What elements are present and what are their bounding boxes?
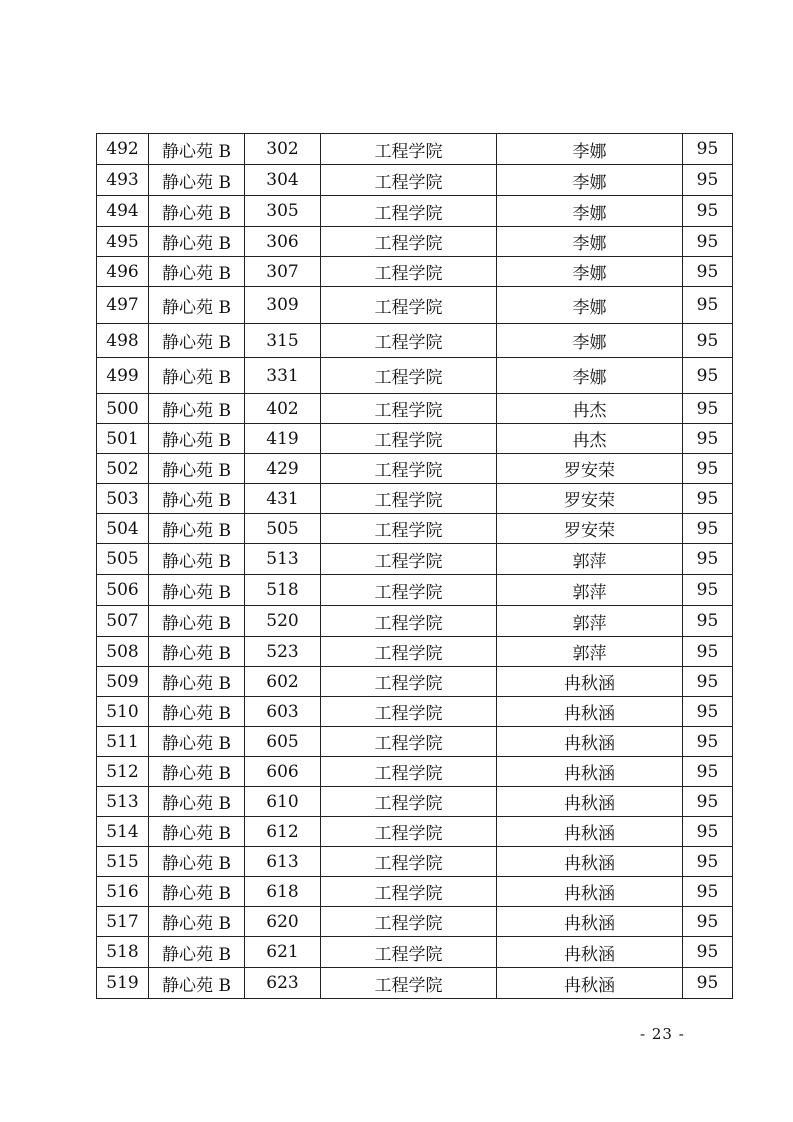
score-cell: 95 (683, 227, 733, 257)
table-row (97, 544, 733, 575)
table-row (97, 454, 733, 484)
college-cell: 工程学院 (321, 667, 497, 697)
college-cell: 工程学院 (321, 606, 497, 637)
building-cell: 静心苑 B (149, 697, 245, 727)
room-number-cell: 419 (245, 424, 321, 454)
table-row (97, 134, 733, 165)
row-number-cell: 511 (97, 727, 149, 757)
row-number-cell: 516 (97, 877, 149, 907)
row-number-cell: 493 (97, 165, 149, 196)
room-number-cell: 302 (245, 134, 321, 165)
row-number-cell: 494 (97, 196, 149, 227)
table-row (97, 847, 733, 877)
college-cell: 工程学院 (321, 424, 497, 454)
college-cell: 工程学院 (321, 968, 497, 999)
inspector-name-cell: 郭萍 (497, 575, 683, 606)
table-row (97, 727, 733, 757)
college-cell: 工程学院 (321, 575, 497, 606)
inspector-name-cell: 冉秋涵 (497, 757, 683, 787)
room-number-cell: 620 (245, 907, 321, 937)
building-cell: 静心苑 B (149, 484, 245, 514)
score-cell: 95 (683, 424, 733, 454)
score-cell: 95 (683, 454, 733, 484)
row-number-cell: 492 (97, 134, 149, 165)
inspector-name-cell: 李娜 (497, 165, 683, 196)
score-cell: 95 (683, 697, 733, 727)
score-cell: 95 (683, 847, 733, 877)
inspector-name-cell: 郭萍 (497, 637, 683, 667)
inspector-name-cell: 李娜 (497, 227, 683, 257)
table-row (97, 358, 733, 394)
row-number-cell: 506 (97, 575, 149, 606)
room-number-cell: 605 (245, 727, 321, 757)
building-cell: 静心苑 B (149, 394, 245, 424)
score-cell: 95 (683, 394, 733, 424)
table-body (97, 134, 733, 999)
score-cell: 95 (683, 907, 733, 937)
room-number-cell: 618 (245, 877, 321, 907)
room-number-cell: 518 (245, 575, 321, 606)
building-cell: 静心苑 B (149, 454, 245, 484)
room-number-cell: 429 (245, 454, 321, 484)
score-cell: 95 (683, 877, 733, 907)
college-cell: 工程学院 (321, 637, 497, 667)
row-number-cell: 517 (97, 907, 149, 937)
building-cell: 静心苑 B (149, 257, 245, 287)
inspector-name-cell: 李娜 (497, 196, 683, 227)
row-number-cell: 502 (97, 454, 149, 484)
table-row (97, 787, 733, 817)
inspector-name-cell: 冉秋涵 (497, 907, 683, 937)
inspector-name-cell: 罗安荣 (497, 484, 683, 514)
score-cell: 95 (683, 606, 733, 637)
score-cell: 95 (683, 937, 733, 968)
building-cell: 静心苑 B (149, 227, 245, 257)
room-number-cell: 307 (245, 257, 321, 287)
inspector-name-cell: 冉秋涵 (497, 877, 683, 907)
score-cell: 95 (683, 968, 733, 999)
room-number-cell: 610 (245, 787, 321, 817)
row-number-cell: 518 (97, 937, 149, 968)
inspector-name-cell: 罗安荣 (497, 454, 683, 484)
room-number-cell: 306 (245, 227, 321, 257)
room-number-cell: 603 (245, 697, 321, 727)
row-number-cell: 510 (97, 697, 149, 727)
row-number-cell: 507 (97, 606, 149, 637)
score-cell: 95 (683, 637, 733, 667)
room-number-cell: 305 (245, 196, 321, 227)
building-cell: 静心苑 B (149, 424, 245, 454)
college-cell: 工程学院 (321, 257, 497, 287)
inspector-name-cell: 李娜 (497, 324, 683, 358)
row-number-cell: 505 (97, 544, 149, 575)
room-number-cell: 309 (245, 287, 321, 324)
score-cell: 95 (683, 165, 733, 196)
building-cell: 静心苑 B (149, 757, 245, 787)
row-number-cell: 495 (97, 227, 149, 257)
college-cell: 工程学院 (321, 324, 497, 358)
row-number-cell: 504 (97, 514, 149, 544)
table-row (97, 637, 733, 667)
row-number-cell: 497 (97, 287, 149, 324)
inspector-name-cell: 冉秋涵 (497, 847, 683, 877)
college-cell: 工程学院 (321, 907, 497, 937)
room-number-cell: 513 (245, 544, 321, 575)
score-cell: 95 (683, 727, 733, 757)
table-row (97, 514, 733, 544)
inspector-name-cell: 李娜 (497, 358, 683, 394)
table-row (97, 424, 733, 454)
inspector-name-cell: 李娜 (497, 257, 683, 287)
table-row (97, 877, 733, 907)
college-cell: 工程学院 (321, 484, 497, 514)
building-cell: 静心苑 B (149, 134, 245, 165)
building-cell: 静心苑 B (149, 358, 245, 394)
college-cell: 工程学院 (321, 358, 497, 394)
dormitory-score-table (96, 133, 733, 999)
building-cell: 静心苑 B (149, 727, 245, 757)
room-number-cell: 505 (245, 514, 321, 544)
page-number: - 23 - (640, 1025, 685, 1043)
college-cell: 工程学院 (321, 847, 497, 877)
college-cell: 工程学院 (321, 937, 497, 968)
building-cell: 静心苑 B (149, 787, 245, 817)
score-cell: 95 (683, 257, 733, 287)
row-number-cell: 513 (97, 787, 149, 817)
college-cell: 工程学院 (321, 727, 497, 757)
building-cell: 静心苑 B (149, 544, 245, 575)
table-row (97, 697, 733, 727)
row-number-cell: 512 (97, 757, 149, 787)
table-row (97, 196, 733, 227)
inspector-name-cell: 冉杰 (497, 424, 683, 454)
row-number-cell: 514 (97, 817, 149, 847)
row-number-cell: 515 (97, 847, 149, 877)
college-cell: 工程学院 (321, 544, 497, 575)
table-row (97, 484, 733, 514)
room-number-cell: 623 (245, 968, 321, 999)
score-cell: 95 (683, 575, 733, 606)
row-number-cell: 509 (97, 667, 149, 697)
table-row (97, 757, 733, 787)
inspector-name-cell: 冉秋涵 (497, 937, 683, 968)
building-cell: 静心苑 B (149, 847, 245, 877)
college-cell: 工程学院 (321, 757, 497, 787)
building-cell: 静心苑 B (149, 575, 245, 606)
room-number-cell: 431 (245, 484, 321, 514)
college-cell: 工程学院 (321, 454, 497, 484)
room-number-cell: 520 (245, 606, 321, 637)
inspector-name-cell: 冉杰 (497, 394, 683, 424)
room-number-cell: 304 (245, 165, 321, 196)
score-cell: 95 (683, 484, 733, 514)
table-row (97, 287, 733, 324)
inspector-name-cell: 冉秋涵 (497, 697, 683, 727)
row-number-cell: 508 (97, 637, 149, 667)
room-number-cell: 523 (245, 637, 321, 667)
table-row (97, 227, 733, 257)
college-cell: 工程学院 (321, 165, 497, 196)
row-number-cell: 503 (97, 484, 149, 514)
room-number-cell: 613 (245, 847, 321, 877)
building-cell: 静心苑 B (149, 907, 245, 937)
college-cell: 工程学院 (321, 514, 497, 544)
building-cell: 静心苑 B (149, 667, 245, 697)
table-row (97, 968, 733, 999)
row-number-cell: 496 (97, 257, 149, 287)
table-row (97, 606, 733, 637)
college-cell: 工程学院 (321, 287, 497, 324)
table-row (97, 394, 733, 424)
room-number-cell: 612 (245, 817, 321, 847)
score-cell: 95 (683, 787, 733, 817)
college-cell: 工程学院 (321, 697, 497, 727)
row-number-cell: 500 (97, 394, 149, 424)
building-cell: 静心苑 B (149, 637, 245, 667)
row-number-cell: 501 (97, 424, 149, 454)
row-number-cell: 498 (97, 324, 149, 358)
room-number-cell: 602 (245, 667, 321, 697)
score-cell: 95 (683, 817, 733, 847)
inspector-name-cell: 冉秋涵 (497, 727, 683, 757)
building-cell: 静心苑 B (149, 196, 245, 227)
room-number-cell: 606 (245, 757, 321, 787)
score-cell: 95 (683, 324, 733, 358)
college-cell: 工程学院 (321, 134, 497, 165)
college-cell: 工程学院 (321, 196, 497, 227)
score-cell: 95 (683, 196, 733, 227)
score-cell: 95 (683, 544, 733, 575)
inspector-name-cell: 郭萍 (497, 606, 683, 637)
score-cell: 95 (683, 667, 733, 697)
college-cell: 工程学院 (321, 877, 497, 907)
table-row (97, 817, 733, 847)
inspector-name-cell: 李娜 (497, 287, 683, 324)
building-cell: 静心苑 B (149, 606, 245, 637)
score-cell: 95 (683, 358, 733, 394)
table-row (97, 575, 733, 606)
score-cell: 95 (683, 514, 733, 544)
score-cell: 95 (683, 757, 733, 787)
building-cell: 静心苑 B (149, 324, 245, 358)
building-cell: 静心苑 B (149, 165, 245, 196)
inspector-name-cell: 冉秋涵 (497, 968, 683, 999)
row-number-cell: 519 (97, 968, 149, 999)
inspector-name-cell: 郭萍 (497, 544, 683, 575)
table-row (97, 907, 733, 937)
room-number-cell: 331 (245, 358, 321, 394)
inspector-name-cell: 冉秋涵 (497, 817, 683, 847)
building-cell: 静心苑 B (149, 817, 245, 847)
inspector-name-cell: 冉秋涵 (497, 667, 683, 697)
building-cell: 静心苑 B (149, 287, 245, 324)
table-row (97, 667, 733, 697)
room-number-cell: 315 (245, 324, 321, 358)
college-cell: 工程学院 (321, 817, 497, 847)
college-cell: 工程学院 (321, 394, 497, 424)
table-row (97, 937, 733, 968)
table-row (97, 165, 733, 196)
college-cell: 工程学院 (321, 787, 497, 817)
score-cell: 95 (683, 134, 733, 165)
college-cell: 工程学院 (321, 227, 497, 257)
row-number-cell: 499 (97, 358, 149, 394)
room-number-cell: 621 (245, 937, 321, 968)
table-row (97, 257, 733, 287)
building-cell: 静心苑 B (149, 877, 245, 907)
building-cell: 静心苑 B (149, 514, 245, 544)
inspector-name-cell: 罗安荣 (497, 514, 683, 544)
inspector-name-cell: 李娜 (497, 134, 683, 165)
inspector-name-cell: 冉秋涵 (497, 787, 683, 817)
table-row (97, 324, 733, 358)
room-number-cell: 402 (245, 394, 321, 424)
building-cell: 静心苑 B (149, 968, 245, 999)
building-cell: 静心苑 B (149, 937, 245, 968)
score-cell: 95 (683, 287, 733, 324)
